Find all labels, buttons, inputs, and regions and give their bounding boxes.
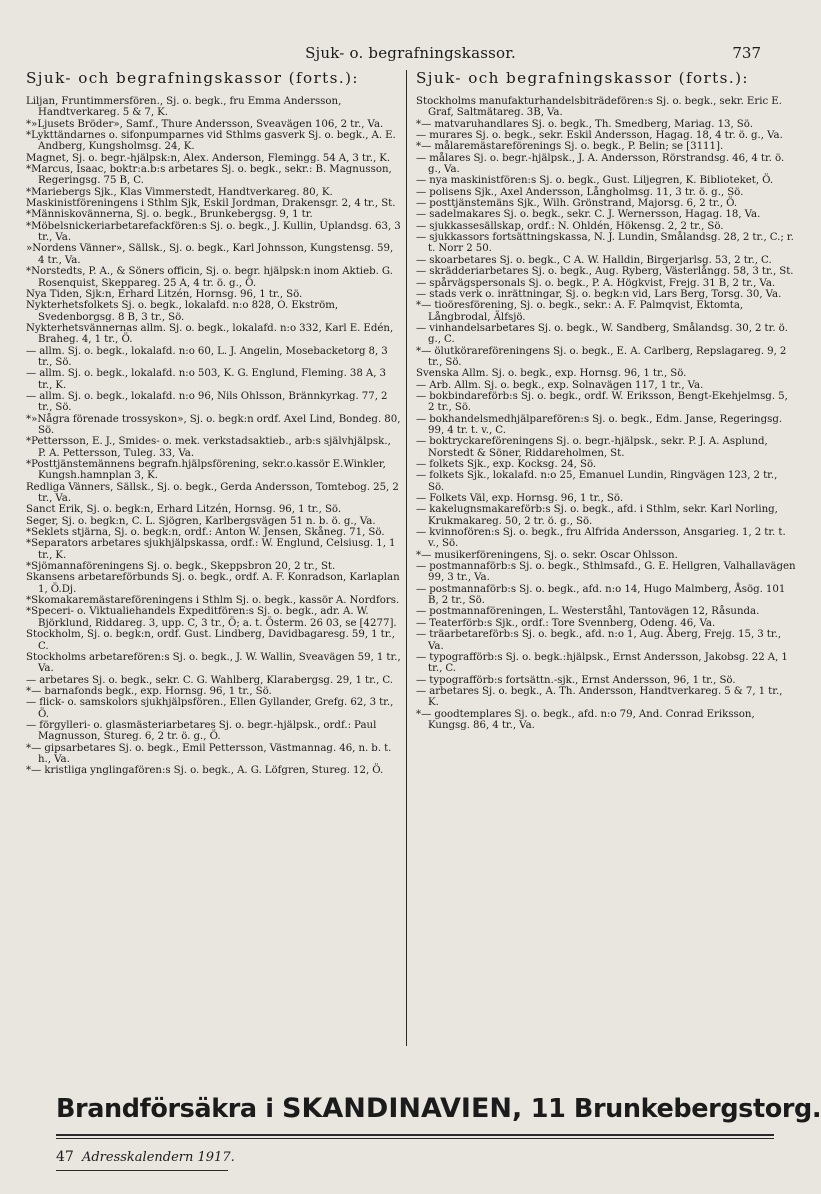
directory-entry: Skansens arbetareförbunds Sj. o. begk., ordf. A. F. Konradson, Karlaplan 1, Ö.Dj. <box>26 572 400 595</box>
directory-entry: — vinhandelsarbetares Sj. o. begk., W. Sandberg, Smålandsg. 30, 2 tr. ö. g., C. <box>416 322 788 346</box>
directory-entry: — skrädderiarbetares Sj. o. begk., Aug. Ryberg, Västerlångg. 58, 3 tr., St. <box>416 266 794 278</box>
directory-entry: »Nordens Vänner», Sällsk., Sj. o. begk., Karl Johnsson, Kungstensg. 59, 4 tr., Va. <box>26 243 394 266</box>
directory-entry: *»Ljusets Bröder», Samf., Thure Andersson, Sveavägen 106, 2 tr., Va. <box>26 118 384 130</box>
directory-entry: — skoarbetares Sj. o. begk., C A. W. Halldin, Birgerjarlsg. 53, 2 tr., C. <box>416 254 772 266</box>
directory-entry: Redliga Vänners, Sällsk., Sj. o. begk., Gerda Andersson, Tomtebog. 25, 2 tr., Va. <box>26 481 399 505</box>
directory-entry: Stockholms manufakturhandelsbiträdefören:s Sj. o. begk., sekr. Eric E. Graf, Saltmätareg. 3B, Va. <box>416 96 782 119</box>
directory-entry: *Posttjänstemännens begrafn.hjälpsförening, sekr.o.kassör E.Winkler, Kungsh.hamnplan 3, K. <box>26 459 386 482</box>
directory-entry: *— matvaruhandlares Sj. o. begk., Th. Smedberg, Mariag. 13, Sö. <box>416 118 753 130</box>
directory-entry: — Teaterförb:s Sjk., ordf.: Tore Svennberg, Odeng. 46, Va. <box>416 617 716 629</box>
directory-entry: — nya maskinistfören:s Sj. o. begk., Gust. Liljegren, K. Biblioteket, Ö. <box>416 175 774 187</box>
running-head: Sjuk- o. begrafningskassor. <box>305 44 516 62</box>
directory-entry: — förgylleri- o. glasmästeriarbetares Sj. o. begr.-hjälpsk., ordf.: Paul Magnusson, Stureg. 6, 2 tr. ö. g., Ö. <box>26 719 377 743</box>
directory-entry: — postmannaföreningen, L. Westerståhl, Tantovägen 12, Råsunda. <box>416 606 760 618</box>
directory-entry: — folkets Sjk., exp. Kocksg. 24, Sö. <box>416 459 597 470</box>
directory-entry: — kvinnofören:s Sj. o. begk., fru Alfrida Andersson, Ansgarieg. 1, 2 tr. t. v., Sö. <box>416 527 786 550</box>
footer <box>56 1149 235 1165</box>
directory-entry: — posttjänstemäns Sjk., Wilh. Grönstrand, Majorsg. 6, 2 tr., Ö. <box>416 198 738 210</box>
directory-entry: Sanct Erik, Sj. o. begk:n, Erhard Litzén, Hornsg. 96, 1 tr., Sö. <box>26 504 342 516</box>
directory-entry: — sadelmakares Sj. o. begk., sekr. C. J. Wernersson, Hagag. 18, Va. <box>416 209 761 221</box>
advert-brand: SKANDINAVIEN, <box>282 1093 523 1124</box>
page-number: 737 <box>732 44 761 62</box>
directory-entry: — stads verk o. inrättningar, Sj. o. begk:n vid, Lars Berg, Torsg. 30, Va. <box>416 288 782 300</box>
directory-entry: *— barnafonds begk., exp. Hornsg. 96, 1 tr., Sö. <box>26 685 272 697</box>
right-column <box>416 69 796 731</box>
directory-entry: — allm. Sj. o. begk., lokalafd. n:o 96, Nils Ohlsson, Brännkyrkag. 77, 2 tr., Sö. <box>26 390 388 414</box>
column-divider <box>406 70 407 1046</box>
directory-entry: Nykterhetsfolkets Sj. o. begk., lokalafd. n:o 828, O. Ekström, Svedenborgsg. 8 B, 3 tr., Sö. <box>26 300 339 323</box>
directory-entry: *Mariebergs Sjk., Klas Vimmerstedt, Handtverkareg. 80, K. <box>26 186 333 198</box>
directory-entry: — Arb. Allm. Sj. o. begk., exp. Solnavägen 117, 1 tr., Va. <box>416 379 704 391</box>
directory-entry: *— gipsarbetares Sj. o. begk., Emil Pettersson, Västmannag. 46, n. b. t. h., Va. <box>26 742 392 765</box>
directory-entry: *Separators arbetares sjukhjälpskassa, ordf.: W. Englund, Celsiusg. 1, 1 tr., K. <box>26 538 396 561</box>
footer-publication: Adresskalendern 1917. <box>81 1150 235 1165</box>
footer-rule <box>56 1134 774 1136</box>
directory-entry: — kakelugnsmakareförb:s Sj. o. begk., afd. i Sthlm, sekr. Karl Norling, Krukmakareg. 50, 2 tr. ö. g., Sö. <box>416 504 778 527</box>
directory-entry: — postmannaförb:s Sj. o. begk., afd. n:o 14, Hugo Malmberg, Åsög. 101 B, 2 tr., Sö. <box>416 583 786 607</box>
directory-entry: *Pettersson, E. J., Smides- o. mek. verkstadsaktieb., arb:s självhjälpsk., P. A. Pettersson, Tuleg. 33, Va. <box>26 436 391 459</box>
directory-entry: — bokhandelsmedhjälparefören:s Sj. o. begk., Edm. Janse, Regeringsg. 99, 4 tr. t. v., C. <box>416 413 783 436</box>
directory-entry: — allm. Sj. o. begk., lokalafd. n:o 60, L. J. Angelin, Mosebacketorg 8, 3 tr., Sö. <box>26 345 388 368</box>
directory-entry: *— musikerföreningens, Sj. o. sekr. Oscar Ohlsson. <box>416 549 678 561</box>
directory-entry: — folkets Sjk., lokalafd. n:o 25, Emanuel Lundin, Ringvägen 123, 2 tr., Sö. <box>416 470 778 493</box>
directory-entry: *Speceri- o. Viktualiehandels Expeditfören:s Sj. o. begk., adr. A. W. Björklund, Riddareg. 3, upp. C, 3 tr., Ö; a. t. Österm. 26 03, se [4277]. <box>26 606 397 629</box>
directory-entry: *»Några förenade trossyskon», Sj. o. begk:n ordf. Axel Lind, Bondeg. 80, Sö. <box>26 413 401 436</box>
directory-entry: *Människovännerna, Sj. o. begk., Brunkebergsg. 9, 1 tr. <box>26 209 313 221</box>
directory-entry: Magnet, Sj. o. begr.-hjälpsk:n, Alex. Anderson, Flemingg. 54 A, 3 tr., K. <box>26 152 391 164</box>
directory-entry: — flick- o. samskolors sjukhjälpsfören., Ellen Gyllander, Grefg. 62, 3 tr., Ö. <box>26 697 394 720</box>
directory-entry: Stockholm, Sj. o. begk:n, ordf. Gust. Lindberg, Davidbagaresg. 59, 1 tr., C. <box>26 629 395 652</box>
directory-entry: — polisens Sjk., Axel Andersson, Långholmsg. 11, 3 tr. ö. g., Sö. <box>416 186 744 198</box>
directory-entry: *Seklets stjärna, Sj. o. begk:n, ordf.: Anton W. Jensen, Skåneg. 71, Sö. <box>26 527 385 539</box>
directory-entry: — typografförb:s Sj. o. begk.:hjälpsk., Ernst Andersson, Jakobsg. 22 A, 1 tr., C. <box>416 651 788 675</box>
directory-entry: *— goodtemplares Sj. o. begk., afd. n:o 79, And. Conrad Eriksson, Kungsg. 86, 4 tr., Va. <box>416 708 755 731</box>
directory-entry: Seger, Sj. o. begk:n, C. L. Sjögren, Karlbergsvägen 51 n. b. ö. g., Va. <box>26 515 376 527</box>
directory-entry: — typografförb:s fortsättn.-sjk., Ernst Andersson, 96, 1 tr., Sö. <box>416 674 736 686</box>
directory-entry: — boktryckareföreningens Sj. o. begr.-hjälpsk., sekr. P. J. A. Asplund, Norstedt & Söner, Riddareholmen, St. <box>416 436 768 459</box>
directory-entry: — sjukkassors fortsättningskassa, N. J. Lundin, Smålandsg. 28, 2 tr., C.; r. t. Norr 2 50. <box>416 232 794 255</box>
footer-page-number: 47 <box>56 1149 74 1165</box>
directory-entry: *Lykttändarnes o. sifonpumparnes vid Sthlms gasverk Sj. o. begk., A. E. Andberg, Kungsholmsg. 24, K. <box>26 130 396 153</box>
directory-entry: Nykterhetsvännernas allm. Sj. o. begk., lokalafd. n:o 332, Karl E. Edén, Braheg. 4, 1 tr., Ö. <box>26 322 394 346</box>
column-heading: Sjuk- och begrafningskassor (forts.): <box>416 69 749 87</box>
footer-rule <box>56 1170 228 1171</box>
directory-entry: — allm. Sj. o. begk., lokalafd. n:o 503, K. G. Englund, Fleming. 38 A, 3 tr., K. <box>26 368 386 391</box>
entry-list <box>26 96 401 777</box>
column-heading: Sjuk- och begrafningskassor (forts.): <box>26 69 359 87</box>
advert-address: 11 Brunkebergstorg. <box>530 1094 821 1124</box>
directory-entry: *Sjömannaföreningens Sj. o. begk., Skeppsbron 20, 2 tr., St. <box>26 561 336 573</box>
directory-entry: *— kristliga ynglingafören:s Sj. o. begk., A. G. Löfgren, Stureg. 12, Ö. <box>26 765 384 777</box>
directory-entry: — Folkets Väl, exp. Hornsg. 96, 1 tr., Sö. <box>416 493 624 505</box>
directory-entry: — bokbindareförb:s Sj. o. begk., ordf. W. Eriksson, Bengt-Ekehjelmsg. 5, 2 tr., Sö. <box>416 390 788 414</box>
directory-entry: *— tioöresförening, Sj. o. begk., sekr.: A. F. Palmqvist, Ektomta, Långbrodal, Älfsjö. <box>416 300 744 323</box>
directory-entry: *Norstedts, P. A., & Söners officin, Sj. o. begr. hjälpsk:n inom Aktieb. G. Rosenquist, Skeppareg. 25 A, 4 tr. ö. g., Ö. <box>26 266 393 289</box>
directory-entry: *— målaremästareförenings Sj. o. begk., P. Belin; se [3111]. <box>416 141 724 153</box>
directory-entry: Liljan, Fruntimmersfören., Sj. o. begk., fru Emma Andersson, Handtverkareg. 5 & 7, K. <box>26 96 342 119</box>
directory-entry: Maskinistföreningens i Sthlm Sjk, Eskil Jordman, Drakensgr. 2, 4 tr., St. <box>26 198 396 210</box>
directory-entry: Svenska Allm. Sj. o. begk., exp. Hornsg. 96, 1 tr., Sö. <box>416 368 687 380</box>
directory-entry: — postmannaförb:s Sj. o. begk., Sthlmsafd., G. E. Hellgren, Valhallavägen 99, 3 tr., Va. <box>416 561 796 584</box>
entry-list <box>416 96 796 731</box>
directory-entry: — träarbetareförb:s Sj. o. begk., afd. n:o 1, Aug. Åberg, Frejg. 15, 3 tr., Va. <box>416 629 782 652</box>
directory-entry: — arbetares Sj. o. begk., sekr. C. G. Wahlberg, Klarabergsg. 29, 1 tr., C. <box>26 674 394 686</box>
directory-entry: *Skomakaremästareföreningens i Sthlm Sj. o. begk., kassör A. Nordfors. <box>26 595 400 607</box>
footer-rule <box>56 1138 774 1139</box>
directory-entry: — målares Sj. o. begr.-hjälpsk., J. A. Andersson, Rörstrandsg. 46, 4 tr. ö. g., Va. <box>416 152 785 176</box>
advert-prefix: Brandförsäkra i <box>56 1094 274 1124</box>
directory-entry: — arbetares Sj. o. begk., A. Th. Andersson, Handtverkareg. 5 & 7, 1 tr., K. <box>416 685 783 709</box>
advertisement <box>56 1093 821 1124</box>
directory-entry: Nya Tiden, Sjk:n, Erhard Litzén, Hornsg. 96, 1 tr., Sö. <box>26 288 303 300</box>
directory-entry: — murares Sj. o. begk., sekr. Eskil Andersson, Hagag. 18, 4 tr. ö. g., Va. <box>416 130 783 142</box>
left-column <box>26 69 401 777</box>
directory-entry: *— ölutkörareföreningens Sj. o. begk., E. A. Carlberg, Repslagareg. 9, 2 tr., Sö. <box>416 345 787 368</box>
directory-entry: — sjukkassesällskap, ordf.: N. Ohldén, Hökensg. 2, 2 tr., Sö. <box>416 220 724 232</box>
directory-entry: — spårvägspersonals Sj. o. begk., P. A. Högkvist, Frejg. 31 B, 2 tr., Va. <box>416 277 776 289</box>
directory-entry: *Möbelsnickeriarbetarefackfören:s Sj. o. begk., J. Kullin, Uplandsg. 63, 3 tr., Va. <box>26 220 401 244</box>
directory-entry: *Marcus, Isaac, boktr:a.b:s arbetares Sj. o. begk., sekr.: B. Magnusson, Regeringsg. 75 B, C. <box>26 164 392 187</box>
directory-entry: Stockholms arbetarefören:s Sj. o. begk., J. W. Wallin, Sveavägen 59, 1 tr., Va. <box>26 651 401 675</box>
